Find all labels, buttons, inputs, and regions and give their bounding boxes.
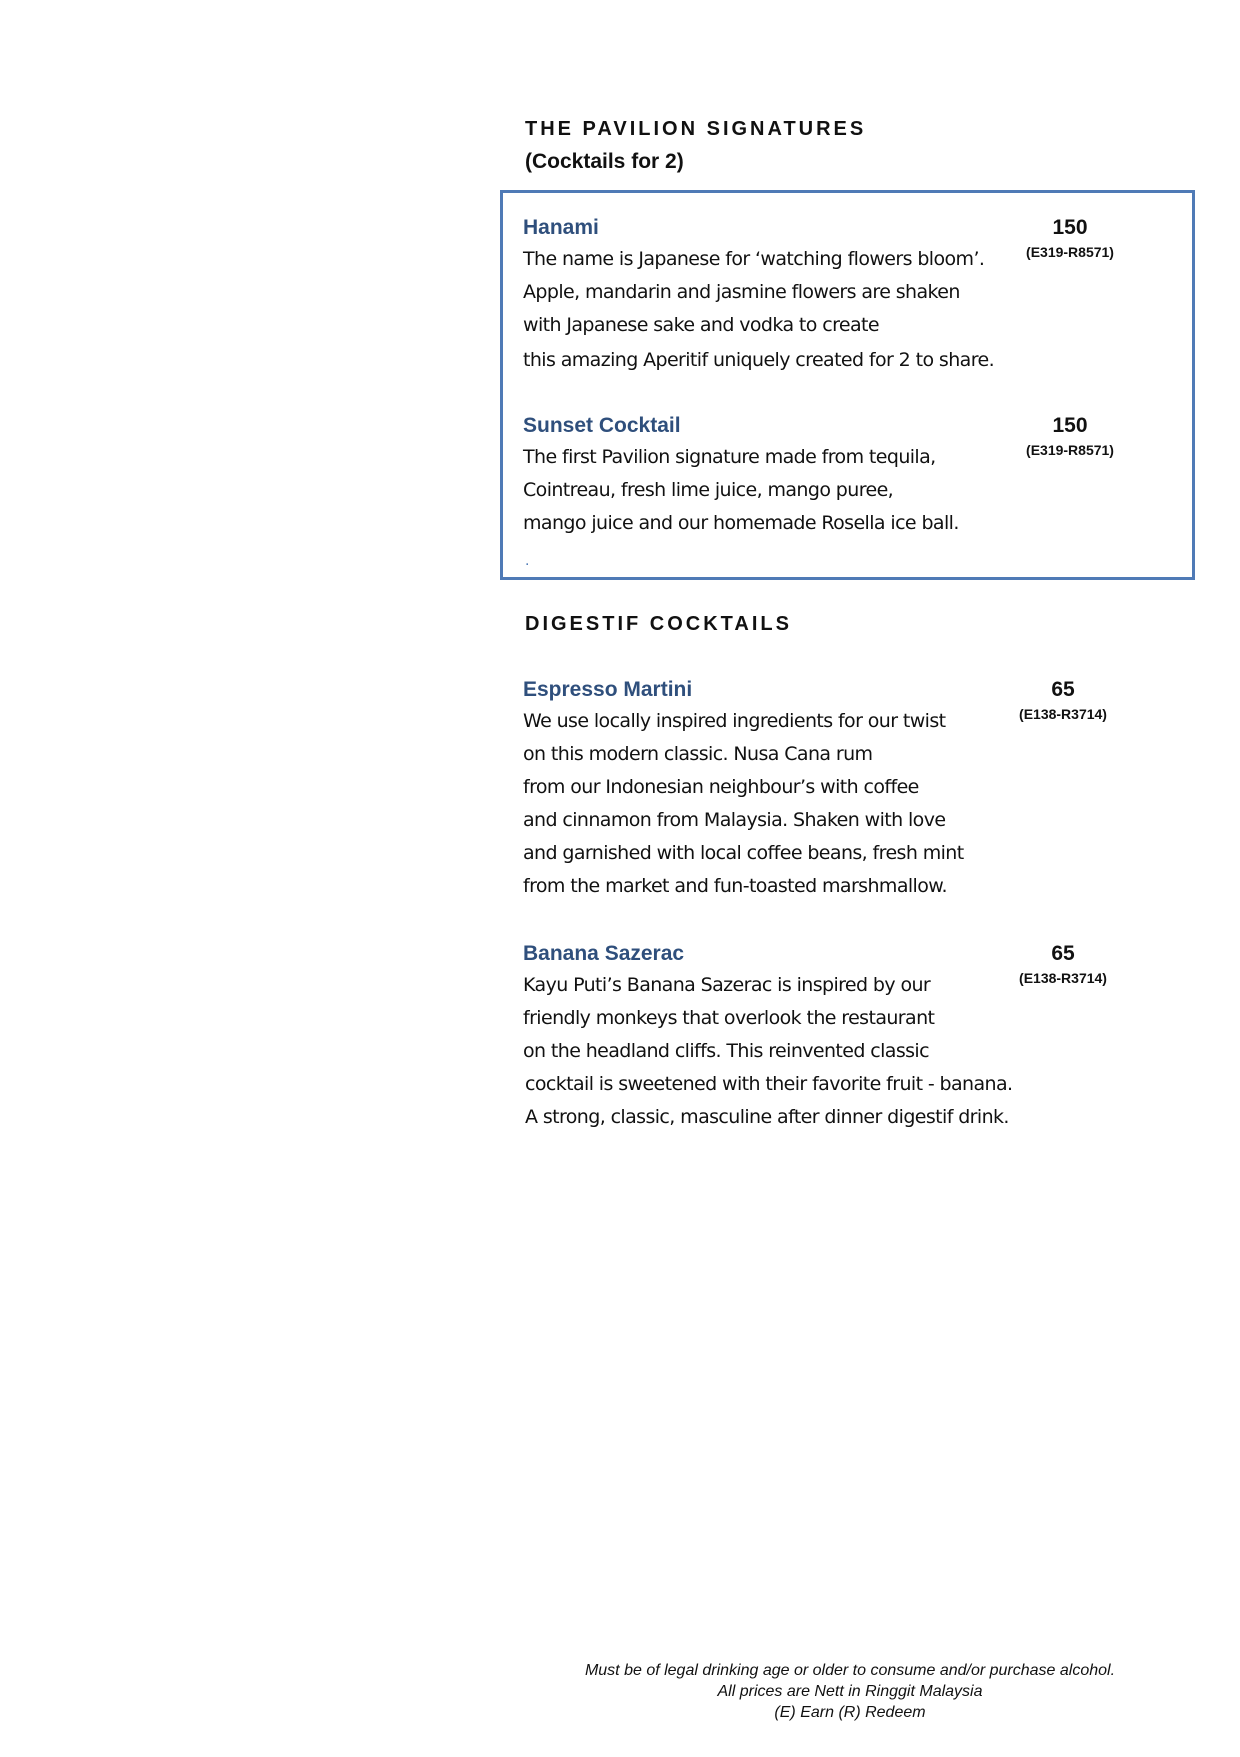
- description-line: A strong, classic, masculine after dinner digestif drink.: [525, 1106, 1009, 1128]
- item-price-sunset-cocktail: [1000, 411, 1140, 459]
- description-line: cocktail is sweetened with their favorite fruit - banana.: [525, 1073, 1013, 1095]
- description-line: Kayu Puti’s Banana Sazerac is inspired by our: [523, 974, 931, 996]
- description-line: this amazing Aperitif uniquely created for 2 to share.: [523, 349, 995, 371]
- signatures-section-subtitle: (Cocktails for 2): [525, 150, 684, 173]
- signatures-section-title: THE PAVILION SIGNATURES: [525, 118, 867, 140]
- item-name: Espresso Martini: [523, 678, 693, 701]
- menu-footer: [500, 1660, 1200, 1723]
- description-line: from the market and fun-toasted marshmallow.: [523, 875, 947, 897]
- description-line: Cointreau, fresh lime juice, mango puree,: [523, 479, 894, 501]
- item-description: [523, 969, 1143, 1134]
- description-line: Apple, mandarin and jasmine flowers are shaken: [523, 281, 960, 303]
- price-value: 150: [1052, 414, 1088, 437]
- item-price-banana-sazerac: [993, 939, 1133, 987]
- item-price-espresso-martini: [993, 675, 1133, 723]
- item-name: Hanami: [523, 216, 599, 239]
- item-name: Sunset Cocktail: [523, 414, 681, 437]
- description-line: We use locally inspired ingredients for our twist: [523, 710, 946, 732]
- price-points: (E138-R3714): [1019, 706, 1107, 722]
- item-name: Banana Sazerac: [523, 942, 685, 965]
- digestif-section-title: DIGESTIF COCKTAILS: [525, 613, 792, 635]
- description-line: and cinnamon from Malaysia. Shaken with love: [523, 809, 946, 831]
- description-line: mango juice and our homemade Rosella ice ball.: [523, 512, 959, 534]
- price-value: 150: [1052, 216, 1088, 239]
- price-points: (E319-R8571): [1026, 442, 1114, 458]
- item-description: [523, 705, 1143, 903]
- description-line: The first Pavilion signature made from tequila,: [523, 446, 936, 468]
- description-line: from our Indonesian neighbour’s with coffee: [523, 776, 919, 798]
- price-value: 65: [1051, 942, 1075, 965]
- price-value: 65: [1051, 678, 1075, 701]
- price-points: (E138-R3714): [1019, 970, 1107, 986]
- price-points: (E319-R8571): [1026, 244, 1114, 260]
- trailing-dot: .: [525, 552, 530, 569]
- item-price-hanami: [1000, 213, 1140, 261]
- description-line: and garnished with local coffee beans, fresh mint: [523, 842, 964, 864]
- footer-legal-age: Must be of legal drinking age or older to consume and/or purchase alcohol.: [584, 1662, 1116, 1679]
- footer-points-legend: (E) Earn (R) Redeem: [774, 1704, 926, 1721]
- description-line: on this modern classic. Nusa Cana rum: [523, 743, 873, 765]
- description-line: friendly monkeys that overlook the restaurant: [523, 1007, 935, 1029]
- description-line: on the headland cliffs. This reinvented classic: [523, 1040, 929, 1062]
- footer-prices-note: All prices are Nett in Ringgit Malaysia: [717, 1683, 983, 1700]
- description-line: The name is Japanese for ‘watching flowers bloom’.: [523, 248, 985, 270]
- description-line: with Japanese sake and vodka to create: [523, 314, 879, 336]
- item-description: [523, 243, 1143, 377]
